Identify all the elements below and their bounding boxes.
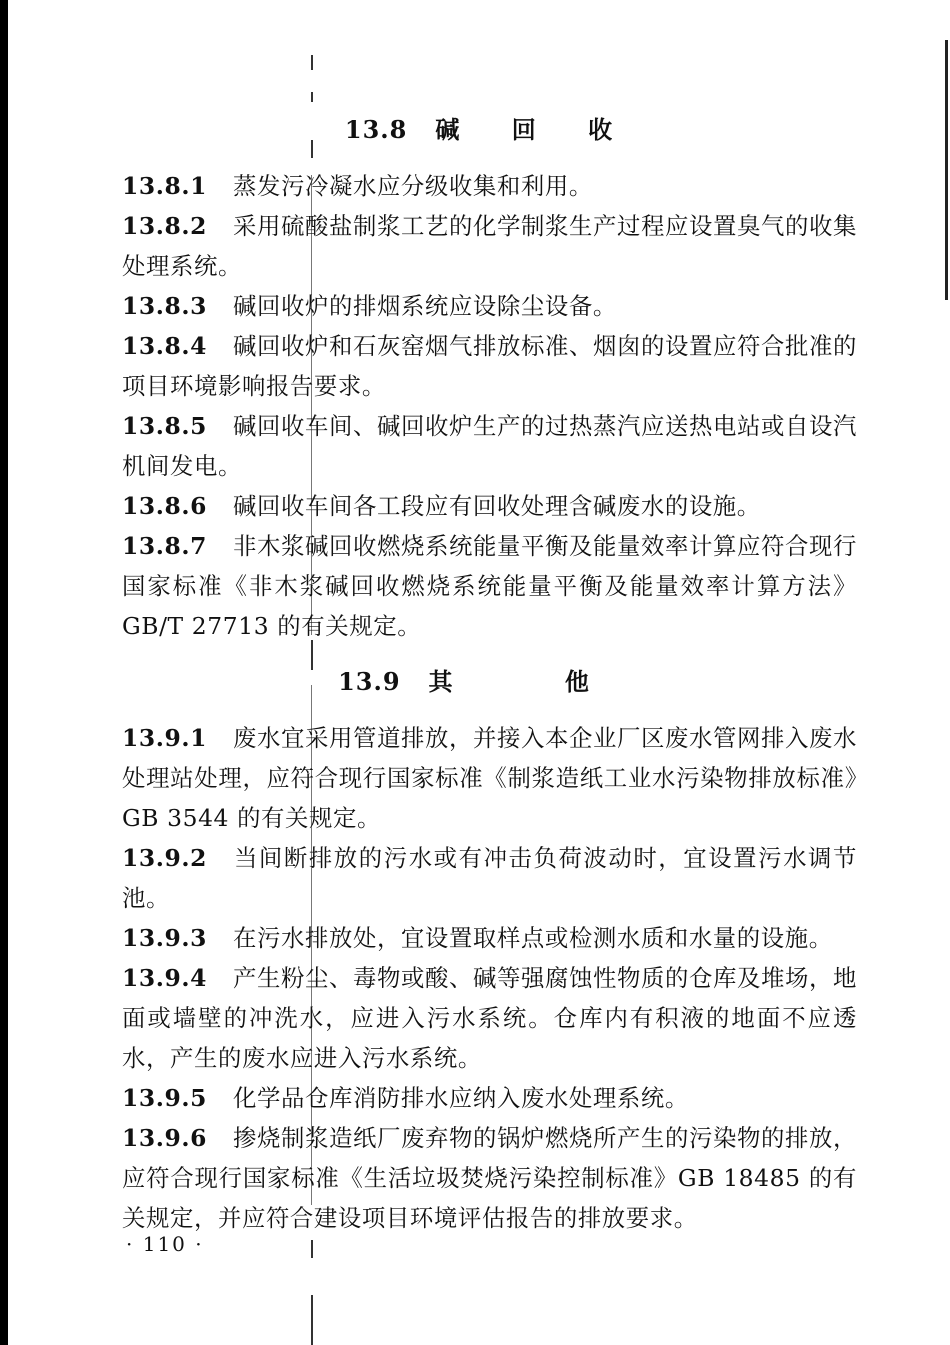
clause [122, 406, 857, 486]
clause-number: 13.8.7 [122, 532, 207, 560]
clause [122, 1078, 857, 1118]
clause-number: 13.9.6 [122, 1124, 207, 1152]
clause-number: 13.8.2 [122, 212, 207, 240]
clause-number: 13.9.1 [122, 724, 207, 752]
clause [122, 1118, 857, 1238]
scan-fold-line [311, 55, 313, 70]
section-title: 其 他 [428, 667, 641, 696]
clause-number: 13.8.5 [122, 412, 207, 440]
clause-text: 碱回收车间各工段应有回收处理含碱废水的设施。 [233, 492, 761, 520]
clause [122, 206, 857, 286]
clause-number: 13.8.6 [122, 492, 207, 520]
clause-number: 13.8.4 [122, 332, 207, 360]
scan-edge-left [0, 0, 8, 1345]
clause-text: 掺烧制浆造纸厂废弃物的锅炉燃烧所产生的污染物的排放，应符合现行国家标准《生活垃圾焚烧污染控制标准》GB 18485 的有关规定，并应符合建设项目环境评估报告的排放要求。 [122, 1124, 857, 1232]
clause-text: 当间断排放的污水或有冲击负荷波动时，宜设置污水调节池。 [122, 844, 857, 912]
scan-edge-right [945, 40, 948, 300]
scan-fold-line [311, 1240, 313, 1258]
page-content [122, 108, 857, 1238]
clause-text: 产生粉尘、毒物或酸、碱等强腐蚀性物质的仓库及堆场，地面或墙壁的冲洗水，应进入污水系统。仓库内有积液的地面不应透水，产生的废水应进入污水系统。 [122, 964, 857, 1072]
scan-fold-line [311, 92, 313, 102]
clause-text: 碱回收车间、碱回收炉生产的过热蒸汽应送热电站或自设汽机间发电。 [122, 412, 857, 480]
scan-fold-line [311, 1295, 313, 1345]
clause-number: 13.9.4 [122, 964, 207, 992]
clause [122, 326, 857, 406]
clause-number: 13.8.1 [122, 172, 207, 200]
section-title: 碱 回 收 [435, 115, 635, 144]
clause-text: 在污水排放处，宜设置取样点或检测水质和水量的设施。 [233, 924, 833, 952]
section-heading [122, 660, 857, 704]
clause-text: 采用硫酸盐制浆工艺的化学制浆生产过程应设置臭气的收集处理系统。 [122, 212, 857, 280]
clause-number: 13.9.5 [122, 1084, 207, 1112]
clause [122, 286, 857, 326]
section-number: 13.9 [338, 667, 401, 696]
clause-text: 蒸发污冷凝水应分级收集和利用。 [233, 172, 593, 200]
clause [122, 526, 857, 646]
clause-number: 13.8.3 [122, 292, 207, 320]
clause [122, 918, 857, 958]
clause-number: 13.9.3 [122, 924, 207, 952]
clause-text: 非木浆碱回收燃烧系统能量平衡及能量效率计算应符合现行国家标准《非木浆碱回收燃烧系统能量平衡及能量效率计算方法》GB/T 27713 的有关规定。 [122, 532, 857, 640]
clause [122, 958, 857, 1078]
section-heading [122, 108, 857, 152]
clause-text: 化学品仓库消防排水应纳入废水处理系统。 [233, 1084, 689, 1112]
clause [122, 838, 857, 918]
section-number: 13.8 [344, 115, 408, 144]
clause [122, 486, 857, 526]
clause [122, 718, 857, 838]
clause-text: 废水宜采用管道排放，并接入本企业厂区废水管网排入废水处理站处理，应符合现行国家标准《制浆造纸工业水污染物排放标准》GB 3544 的有关规定。 [122, 724, 857, 832]
clause-text: 碱回收炉和石灰窑烟气排放标准、烟囱的设置应符合批准的项目环境影响报告要求。 [122, 332, 857, 400]
clause-text: 碱回收炉的排烟系统应设除尘设备。 [233, 292, 617, 320]
page-number: · 110 · [126, 1232, 204, 1256]
clause-number: 13.9.2 [122, 844, 207, 872]
clause [122, 166, 857, 206]
